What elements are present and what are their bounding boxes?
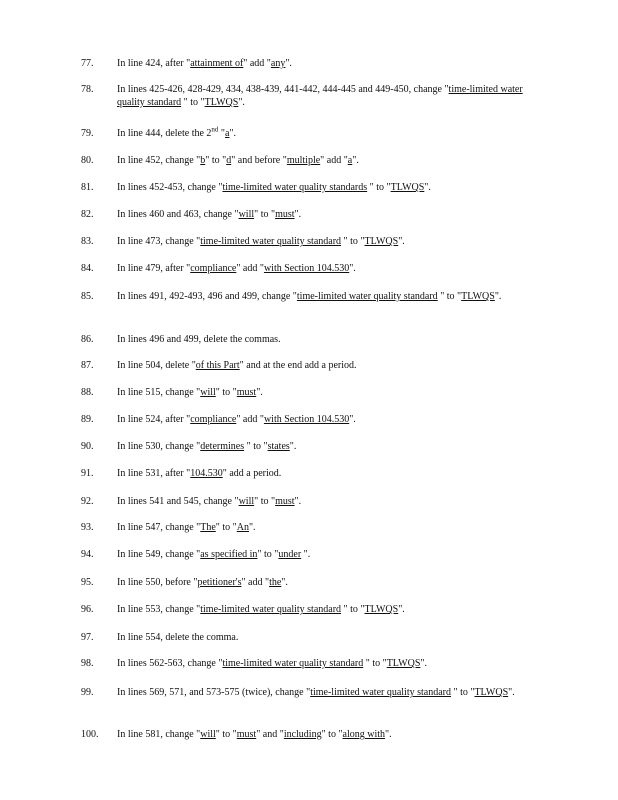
underlined-term: TLWQS <box>461 291 495 302</box>
text-segment: ". <box>424 182 431 193</box>
item-number: 77. <box>81 58 94 69</box>
item-text <box>117 548 527 561</box>
underlined-term: TLWQS <box>364 236 399 247</box>
text-segment: " and " <box>256 729 284 740</box>
item-number: 95. <box>81 577 94 588</box>
underlined-term: time-limited water quality standards <box>222 182 368 193</box>
item-text <box>117 495 527 508</box>
item-number: 100. <box>81 729 99 740</box>
underlined-term: must <box>275 209 295 220</box>
underlined-term: will <box>238 496 255 507</box>
text-segment: " to " <box>451 687 475 698</box>
underlined-term: compliance <box>190 263 237 274</box>
item-number: 89. <box>81 414 94 425</box>
underlined-term: time-limited water quality standard <box>222 658 364 669</box>
text-segment: " add " <box>236 263 264 274</box>
underlined-term: TLWQS <box>390 182 425 193</box>
item-text <box>117 440 527 453</box>
text-segment: In line 515, change " <box>117 387 201 398</box>
text-segment: " to " <box>363 658 387 669</box>
item-text <box>117 359 527 372</box>
item-text <box>117 333 527 346</box>
item-text <box>117 467 527 480</box>
item-number: 82. <box>81 209 94 220</box>
item-number: 88. <box>81 387 94 398</box>
underlined-term: a <box>225 128 230 139</box>
text-segment: " to " <box>254 209 276 220</box>
text-segment: In lines 562-563, change " <box>117 658 223 669</box>
text-segment: In lines 491, 492-493, 496 and 499, change " <box>117 291 297 302</box>
underlined-term: will <box>200 729 216 740</box>
text-segment: ". <box>398 236 405 247</box>
underlined-term: attainment of <box>190 58 244 69</box>
item-text <box>117 386 527 399</box>
text-segment: " add " <box>320 155 348 166</box>
text-segment: " add " <box>241 577 270 588</box>
ordinal-suffix: nd <box>211 125 219 134</box>
underlined-term: time-limited water quality standard <box>200 236 342 247</box>
underlined-term: TLWQS <box>386 658 421 669</box>
underlined-term: TLWQS <box>364 604 399 615</box>
text-segment: In line 424, after " <box>117 58 191 69</box>
text-segment: In line 444, delete the 2 <box>117 128 212 139</box>
text-segment: In line 504, delete " <box>117 360 196 371</box>
text-segment: In line 549, change " <box>117 549 201 560</box>
text-segment: " to " <box>205 155 227 166</box>
text-segment: In lines 425-426, 428-429, 434, 438-439, 441-442, 444-445 and 449-450, change " <box>117 84 449 95</box>
text-segment: " <box>218 128 226 139</box>
item-number: 79. <box>81 128 94 139</box>
underlined-term: time-limited water quality standard <box>117 84 523 108</box>
text-segment: ". <box>238 97 245 108</box>
text-segment: " to " <box>341 236 365 247</box>
underlined-term: compliance <box>190 414 237 425</box>
underlined-term: TLWQS <box>204 97 239 108</box>
underlined-term: time-limited water quality standard <box>200 604 342 615</box>
text-segment: In line 531, after " <box>117 468 191 479</box>
text-segment: " to " <box>215 729 237 740</box>
item-number: 85. <box>81 291 94 302</box>
underlined-term: b <box>200 155 206 166</box>
text-segment: " and at the end add a period. <box>239 360 357 371</box>
item-text <box>117 127 527 140</box>
underlined-term: under <box>278 549 302 560</box>
item-number: 87. <box>81 360 94 371</box>
item-number: 90. <box>81 441 94 452</box>
text-segment: ". <box>420 658 427 669</box>
text-segment: ". <box>281 577 288 588</box>
underlined-term: The <box>200 522 216 533</box>
text-segment: " to " <box>321 729 343 740</box>
underlined-term: will <box>200 387 216 398</box>
item-number: 98. <box>81 658 94 669</box>
underlined-term: must <box>275 496 295 507</box>
text-segment: " to " <box>367 182 391 193</box>
item-text <box>117 181 527 194</box>
text-segment: In line 473, change " <box>117 236 201 247</box>
text-segment: ". <box>256 387 263 398</box>
text-segment: " and before " <box>231 155 287 166</box>
text-segment: " to " <box>244 441 268 452</box>
underlined-term: a <box>347 155 353 166</box>
text-segment: " to " <box>341 604 365 615</box>
underlined-term: along with <box>342 729 386 740</box>
item-text <box>117 83 527 109</box>
text-segment: " to " <box>181 97 205 108</box>
text-segment: " add " <box>236 414 264 425</box>
text-segment: ". <box>352 155 359 166</box>
item-number: 83. <box>81 236 94 247</box>
text-segment: ". <box>229 128 237 139</box>
text-segment: In line 581, change " <box>117 729 201 740</box>
item-text <box>117 290 527 303</box>
text-segment: In line 530, change " <box>117 441 201 452</box>
underlined-term: must <box>236 387 257 398</box>
underlined-term: will <box>238 209 255 220</box>
text-segment: ". <box>398 604 405 615</box>
text-segment: ". <box>494 291 502 302</box>
underlined-term: TLWQS <box>474 687 509 698</box>
text-segment: " to " <box>254 496 276 507</box>
text-segment: " add " <box>243 58 271 69</box>
text-segment: ". <box>349 414 356 425</box>
item-text <box>117 657 527 670</box>
underlined-term: as specified in <box>200 549 258 560</box>
text-segment: ". <box>301 549 311 560</box>
item-number: 96. <box>81 604 94 615</box>
underlined-term: time-limited water quality standard <box>296 291 438 302</box>
text-segment: ". <box>294 496 302 507</box>
underlined-term: any <box>270 58 286 69</box>
underlined-term: must <box>236 729 257 740</box>
text-segment: In line 550, before " <box>117 577 198 588</box>
item-number: 78. <box>81 84 94 95</box>
underlined-term: petitioner's <box>197 577 242 588</box>
underlined-term: including <box>283 729 322 740</box>
item-text <box>117 413 527 426</box>
item-number: 86. <box>81 334 94 345</box>
underlined-term: time-limited water quality standard <box>310 687 451 698</box>
text-segment: " to " <box>215 387 237 398</box>
underlined-term: with Section 104.530 <box>263 414 350 425</box>
text-segment: In line 479, after " <box>117 263 191 274</box>
text-segment: ". <box>349 263 356 274</box>
item-text <box>117 262 527 275</box>
underlined-term: An <box>236 522 249 533</box>
item-text <box>117 57 527 70</box>
text-segment: ". <box>385 729 392 740</box>
text-segment: In line 554, delete the comma. <box>117 632 239 643</box>
item-text <box>117 603 527 616</box>
item-text <box>117 521 527 534</box>
item-number: 84. <box>81 263 94 274</box>
text-segment: " to " <box>215 522 237 533</box>
text-segment: " add a period. <box>222 468 282 479</box>
underlined-term: determines <box>200 441 245 452</box>
text-segment: ". <box>289 441 297 452</box>
item-number: 92. <box>81 496 94 507</box>
item-number: 93. <box>81 522 94 533</box>
underlined-term: with Section 104.530 <box>263 263 350 274</box>
text-segment: ". <box>294 209 302 220</box>
text-segment: In lines 541 and 545, change " <box>117 496 239 507</box>
text-segment: ". <box>285 58 292 69</box>
underlined-term: d <box>226 155 232 166</box>
item-text <box>117 631 527 644</box>
text-segment: ". <box>508 687 515 698</box>
text-segment: ". <box>248 522 256 533</box>
text-segment: In line 547, change " <box>117 522 201 533</box>
text-segment: In lines 460 and 463, change " <box>117 209 239 220</box>
text-segment: In line 524, after " <box>117 414 191 425</box>
item-number: 94. <box>81 549 94 560</box>
text-segment: In lines 452-453, change " <box>117 182 223 193</box>
text-segment: In line 553, change " <box>117 604 201 615</box>
text-segment: In lines 496 and 499, delete the commas. <box>117 334 281 345</box>
item-number: 97. <box>81 632 94 643</box>
item-text <box>117 208 527 221</box>
item-text <box>117 728 527 741</box>
text-segment: In lines 569, 571, and 573-575 (twice), change " <box>117 687 311 698</box>
underlined-term: states <box>267 441 290 452</box>
item-number: 80. <box>81 155 94 166</box>
underlined-term: multiple <box>286 155 321 166</box>
item-number: 91. <box>81 468 94 479</box>
item-text <box>117 686 527 699</box>
item-number: 81. <box>81 182 94 193</box>
underlined-term: of this Part <box>195 360 240 371</box>
text-segment: " to " <box>437 291 462 302</box>
text-segment: In line 452, change " <box>117 155 201 166</box>
item-text <box>117 154 527 167</box>
item-number: 99. <box>81 687 94 698</box>
item-text <box>117 235 527 248</box>
item-text <box>117 576 527 589</box>
underlined-term: the <box>269 577 282 588</box>
text-segment: " to " <box>257 549 279 560</box>
underlined-term: 104.530 <box>190 468 223 479</box>
